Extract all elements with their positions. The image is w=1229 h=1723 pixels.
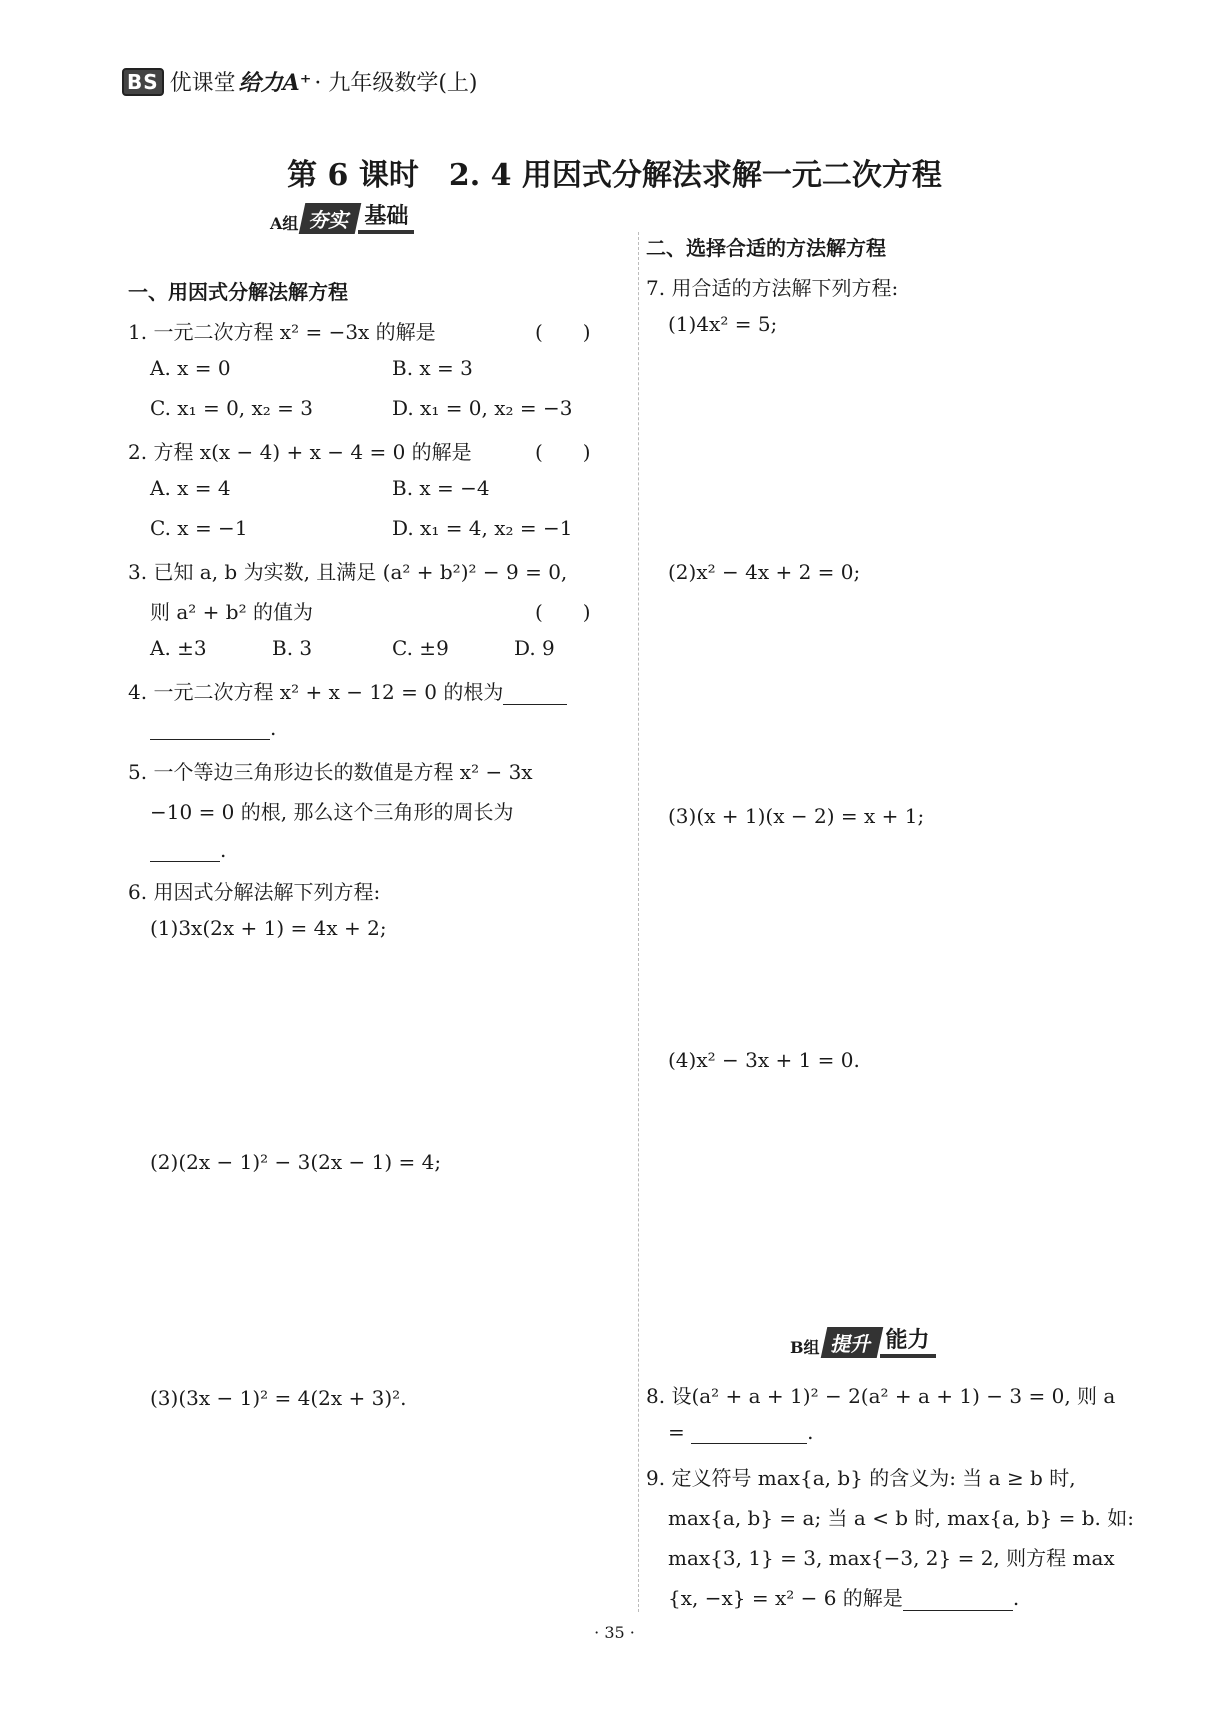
q5-blank	[150, 841, 220, 862]
q6-part3: (3)(3x − 1)² = 4(2x + 3)².	[150, 1386, 407, 1410]
subject-name: · 九年级数学(上)	[314, 71, 478, 96]
q9-line4	[668, 1582, 1019, 1611]
q9-end: .	[1012, 1586, 1020, 1610]
bs-logo: BS	[122, 68, 164, 96]
q7-part3: (3)(x + 1)(x − 2) = x + 1;	[668, 804, 925, 828]
q5-continuation	[150, 838, 226, 862]
group-b-banner	[790, 1327, 936, 1358]
brand-name: 给力A⁺	[238, 70, 312, 96]
q5-line1: 5. 一个等边三角形边长的数值是方程 x² − 3x	[128, 760, 533, 784]
group-a-tag2: 基础	[358, 199, 414, 234]
q3-option-a: A. ±3	[150, 636, 207, 660]
q4-end: .	[270, 716, 277, 740]
q5-line2: −10 = 0 的根, 那么这个三角形的周长为	[150, 800, 514, 824]
q9-text: {x, −x} = x² − 6 的解是	[668, 1586, 903, 1610]
page-header	[122, 66, 478, 97]
q1-stem: 1. 一元二次方程 x² = −3x 的解是	[128, 320, 436, 344]
q3-option-d: D. 9	[514, 636, 555, 660]
q8-continuation	[668, 1420, 813, 1444]
q4-blank-1	[503, 684, 567, 705]
group-a-tag1: 夯实	[299, 203, 362, 234]
q7-part4: (4)x² − 3x + 1 = 0.	[668, 1048, 860, 1072]
q4-blank-2	[150, 719, 270, 740]
q1-option-b: B. x = 3	[392, 356, 473, 380]
q6-part1: (1)3x(2x + 1) = 4x + 2;	[150, 916, 387, 940]
q9-line1: 9. 定义符号 max{a, b} 的含义为: 当 a ≥ b 时,	[646, 1466, 1076, 1490]
group-a-banner	[270, 203, 414, 234]
q2-stem: 2. 方程 x(x − 4) + x − 4 = 0 的解是	[128, 440, 472, 464]
group-a-label: A组	[270, 214, 299, 233]
q9-blank	[903, 1590, 1013, 1611]
q5-end: .	[220, 838, 227, 862]
q7-part2: (2)x² − 4x + 2 = 0;	[668, 560, 861, 584]
q3-paren: ( )	[535, 600, 591, 624]
q9-line2: max{a, b} = a; 当 a < b 时, max{a, b} = b. 如:	[668, 1506, 1134, 1530]
q7-stem: 7. 用合适的方法解下列方程:	[646, 276, 899, 300]
q1-option-d: D. x₁ = 0, x₂ = −3	[392, 396, 573, 420]
q4-stem	[128, 676, 567, 705]
q3-stem-line2: 则 a² + b² 的值为	[150, 600, 313, 624]
q9-line3: max{3, 1} = 3, max{−3, 2} = 2, 则方程 max	[668, 1546, 1115, 1570]
q1-option-a: A. x = 0	[150, 356, 231, 380]
q8-equals: =	[668, 1420, 685, 1444]
section1-heading: 一、用因式分解法解方程	[128, 280, 348, 304]
q2-option-d: D. x₁ = 4, x₂ = −1	[392, 516, 573, 540]
group-b-label: B组	[790, 1338, 820, 1357]
q8-blank	[691, 1423, 807, 1444]
q1-paren: ( )	[535, 320, 591, 344]
q2-option-a: A. x = 4	[150, 476, 231, 500]
q4-continuation	[150, 716, 276, 740]
q6-part2: (2)(2x − 1)² − 3(2x − 1) = 4;	[150, 1150, 442, 1174]
q4-text: 4. 一元二次方程 x² + x − 12 = 0 的根为	[128, 680, 504, 704]
series-name: 优课堂	[169, 71, 236, 96]
q3-option-b: B. 3	[272, 636, 313, 660]
page-number: · 35 ·	[594, 1623, 635, 1642]
page-title: 第 6 课时 2. 4 用因式分解法求解一元二次方程	[287, 158, 942, 193]
q3-option-c: C. ±9	[392, 636, 449, 660]
q2-option-c: C. x = −1	[150, 516, 248, 540]
group-b-tag1: 提升	[820, 1327, 883, 1358]
q2-paren: ( )	[535, 440, 591, 464]
q7-part1: (1)4x² = 5;	[668, 312, 778, 336]
section2-heading: 二、选择合适的方法解方程	[646, 236, 886, 260]
q8-end: .	[807, 1420, 814, 1444]
q6-stem: 6. 用因式分解法解下列方程:	[128, 880, 381, 904]
column-divider	[638, 232, 639, 1612]
q3-stem-line1: 3. 已知 a, b 为实数, 且满足 (a² + b²)² − 9 = 0,	[128, 560, 568, 584]
q8-line1: 8. 设(a² + a + 1)² − 2(a² + a + 1) − 3 = 0, 则 a	[646, 1384, 1116, 1408]
q1-option-c: C. x₁ = 0, x₂ = 3	[150, 396, 314, 420]
group-b-tag2: 能力	[880, 1323, 936, 1358]
q2-option-b: B. x = −4	[392, 476, 490, 500]
